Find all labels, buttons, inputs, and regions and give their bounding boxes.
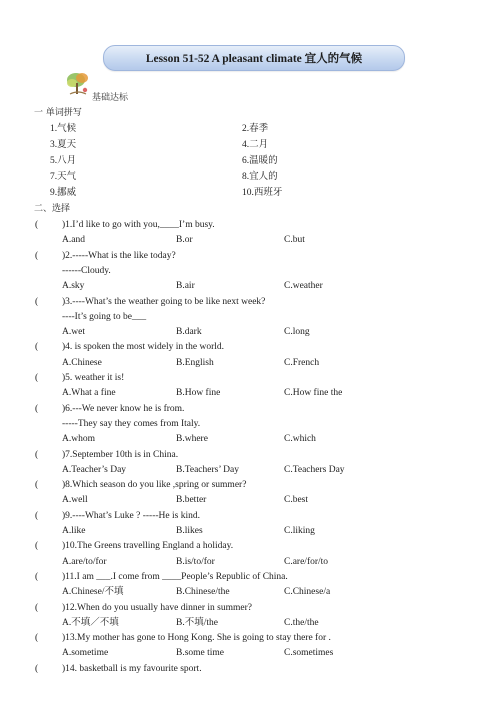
answer-paren: (	[35, 220, 39, 230]
option-c: C.French	[284, 357, 320, 368]
option-b: B.English	[176, 357, 214, 368]
answer-paren: (	[35, 480, 39, 491]
option-c: C.long	[284, 327, 310, 338]
option-b: B.air	[176, 281, 195, 292]
vocab-item: 5.八月	[50, 156, 77, 166]
tree-logo-icon	[64, 70, 92, 98]
option-a: A.Teacher’s Day	[62, 464, 127, 475]
question-text: )7.September 10th is in China.	[62, 449, 179, 460]
option-a: A.well	[62, 495, 88, 506]
option-a: A.whom	[62, 434, 95, 445]
question-dialogue-line: ------Cloudy.	[62, 265, 111, 276]
question-dialogue-line: ----It’s going to be___	[62, 311, 147, 322]
option-b: B.Teachers’ Day	[176, 464, 239, 475]
vocab-item: 6.温暖的	[242, 156, 278, 166]
vocab-item: 4.二月	[242, 140, 269, 150]
option-a: A.sky	[62, 281, 85, 292]
vocab-item: 8.宜人的	[242, 172, 278, 182]
option-b: B.How fine	[176, 388, 221, 399]
option-b: B.where	[176, 434, 208, 445]
answer-paren: (	[35, 602, 39, 613]
answer-paren: (	[35, 541, 39, 552]
vocab-item: 3.夏天	[50, 140, 77, 150]
option-a: A.Chinese/不填	[62, 587, 124, 598]
option-a: A.What a fine	[62, 388, 116, 399]
option-c: C.Teachers Day	[284, 464, 345, 475]
vocab-item: 7.天气	[50, 172, 77, 182]
option-a: A.sometime	[62, 648, 109, 659]
option-a: A.are/to/for	[62, 556, 107, 567]
option-b: B.some time	[176, 648, 225, 659]
question-text: )1.I’d like to go with you,____I’m busy.	[62, 220, 215, 230]
question-text: )12.When do you usually have dinner in summer?	[62, 602, 252, 613]
question-text: )3.----What’s the weather going to be like next week?	[62, 296, 266, 307]
option-c: C.liking	[284, 526, 315, 536]
section1-heading: 一 单词拼写	[34, 108, 82, 118]
answer-paren: (	[35, 633, 39, 644]
answer-paren: (	[35, 403, 39, 414]
option-c: C.the/the	[284, 617, 319, 628]
option-c: C.but	[284, 235, 305, 246]
option-c: C.weather	[284, 281, 323, 292]
answer-paren: (	[35, 510, 39, 521]
question-dialogue-line: -----They say they comes from Italy.	[62, 418, 201, 429]
question-text: )10.The Greens travelling England a holiday.	[62, 541, 234, 552]
question-text: )2.-----What is the like today?	[62, 250, 176, 261]
lesson-title: Lesson 51-52 A pleasant climate 宜人的气候	[145, 53, 363, 65]
answer-paren: (	[35, 296, 39, 307]
option-a: A.wet	[62, 327, 85, 338]
question-text: )4. is spoken the most widely in the world.	[62, 342, 225, 353]
question-text: )8.Which season do you like ,spring or summer?	[62, 480, 247, 491]
vocab-item: 9.挪威	[50, 188, 77, 198]
option-c: C.which	[284, 434, 316, 445]
option-a: A.like	[62, 526, 86, 536]
answer-paren: (	[35, 342, 39, 353]
option-a: A.Chinese	[62, 357, 102, 368]
option-c: C.sometimes	[284, 648, 334, 659]
question-text: )5. weather it is!	[62, 373, 125, 383]
question-text: )6.---We never know he is from.	[62, 403, 185, 414]
answer-paren: (	[35, 571, 39, 582]
vocab-item: 10.西班牙	[242, 188, 283, 198]
option-b: B.dark	[176, 327, 202, 338]
option-c: C.Chinese/a	[284, 587, 331, 598]
option-b: B.or	[176, 235, 193, 246]
answer-paren: (	[35, 449, 39, 460]
option-c: C.are/for/to	[284, 556, 329, 567]
option-b: B.不填/the	[176, 617, 218, 628]
option-b: B.Chinese/the	[176, 587, 230, 598]
option-b: B.better	[176, 495, 207, 506]
option-a: A.不填／不填	[62, 617, 119, 628]
question-text: )14. basketball is my favourite sport.	[62, 663, 202, 674]
question-text: )13.My mother has gone to Hong Kong. She is going to stay there for .	[62, 633, 331, 644]
option-a: A.and	[62, 235, 85, 246]
option-b: B.is/to/for	[176, 556, 215, 567]
question-text: )11.I am ___.I come from ____People’s Republic of China.	[62, 571, 288, 582]
option-c: C.How fine the	[284, 388, 343, 399]
answer-paren: (	[35, 250, 39, 261]
basic-level-label: 基础达标	[92, 93, 129, 103]
option-c: C.best	[284, 495, 309, 506]
answer-paren: (	[35, 663, 39, 674]
answer-paren: (	[35, 373, 39, 383]
question-text: )9.----What’s Luke ? -----He is kind.	[62, 510, 200, 521]
vocab-item: 1.气候	[50, 124, 77, 134]
option-b: B.likes	[176, 526, 203, 536]
section2-heading: 二、选择	[34, 204, 71, 214]
vocab-item: 2.春季	[242, 124, 269, 134]
lesson-title-banner	[103, 45, 405, 71]
